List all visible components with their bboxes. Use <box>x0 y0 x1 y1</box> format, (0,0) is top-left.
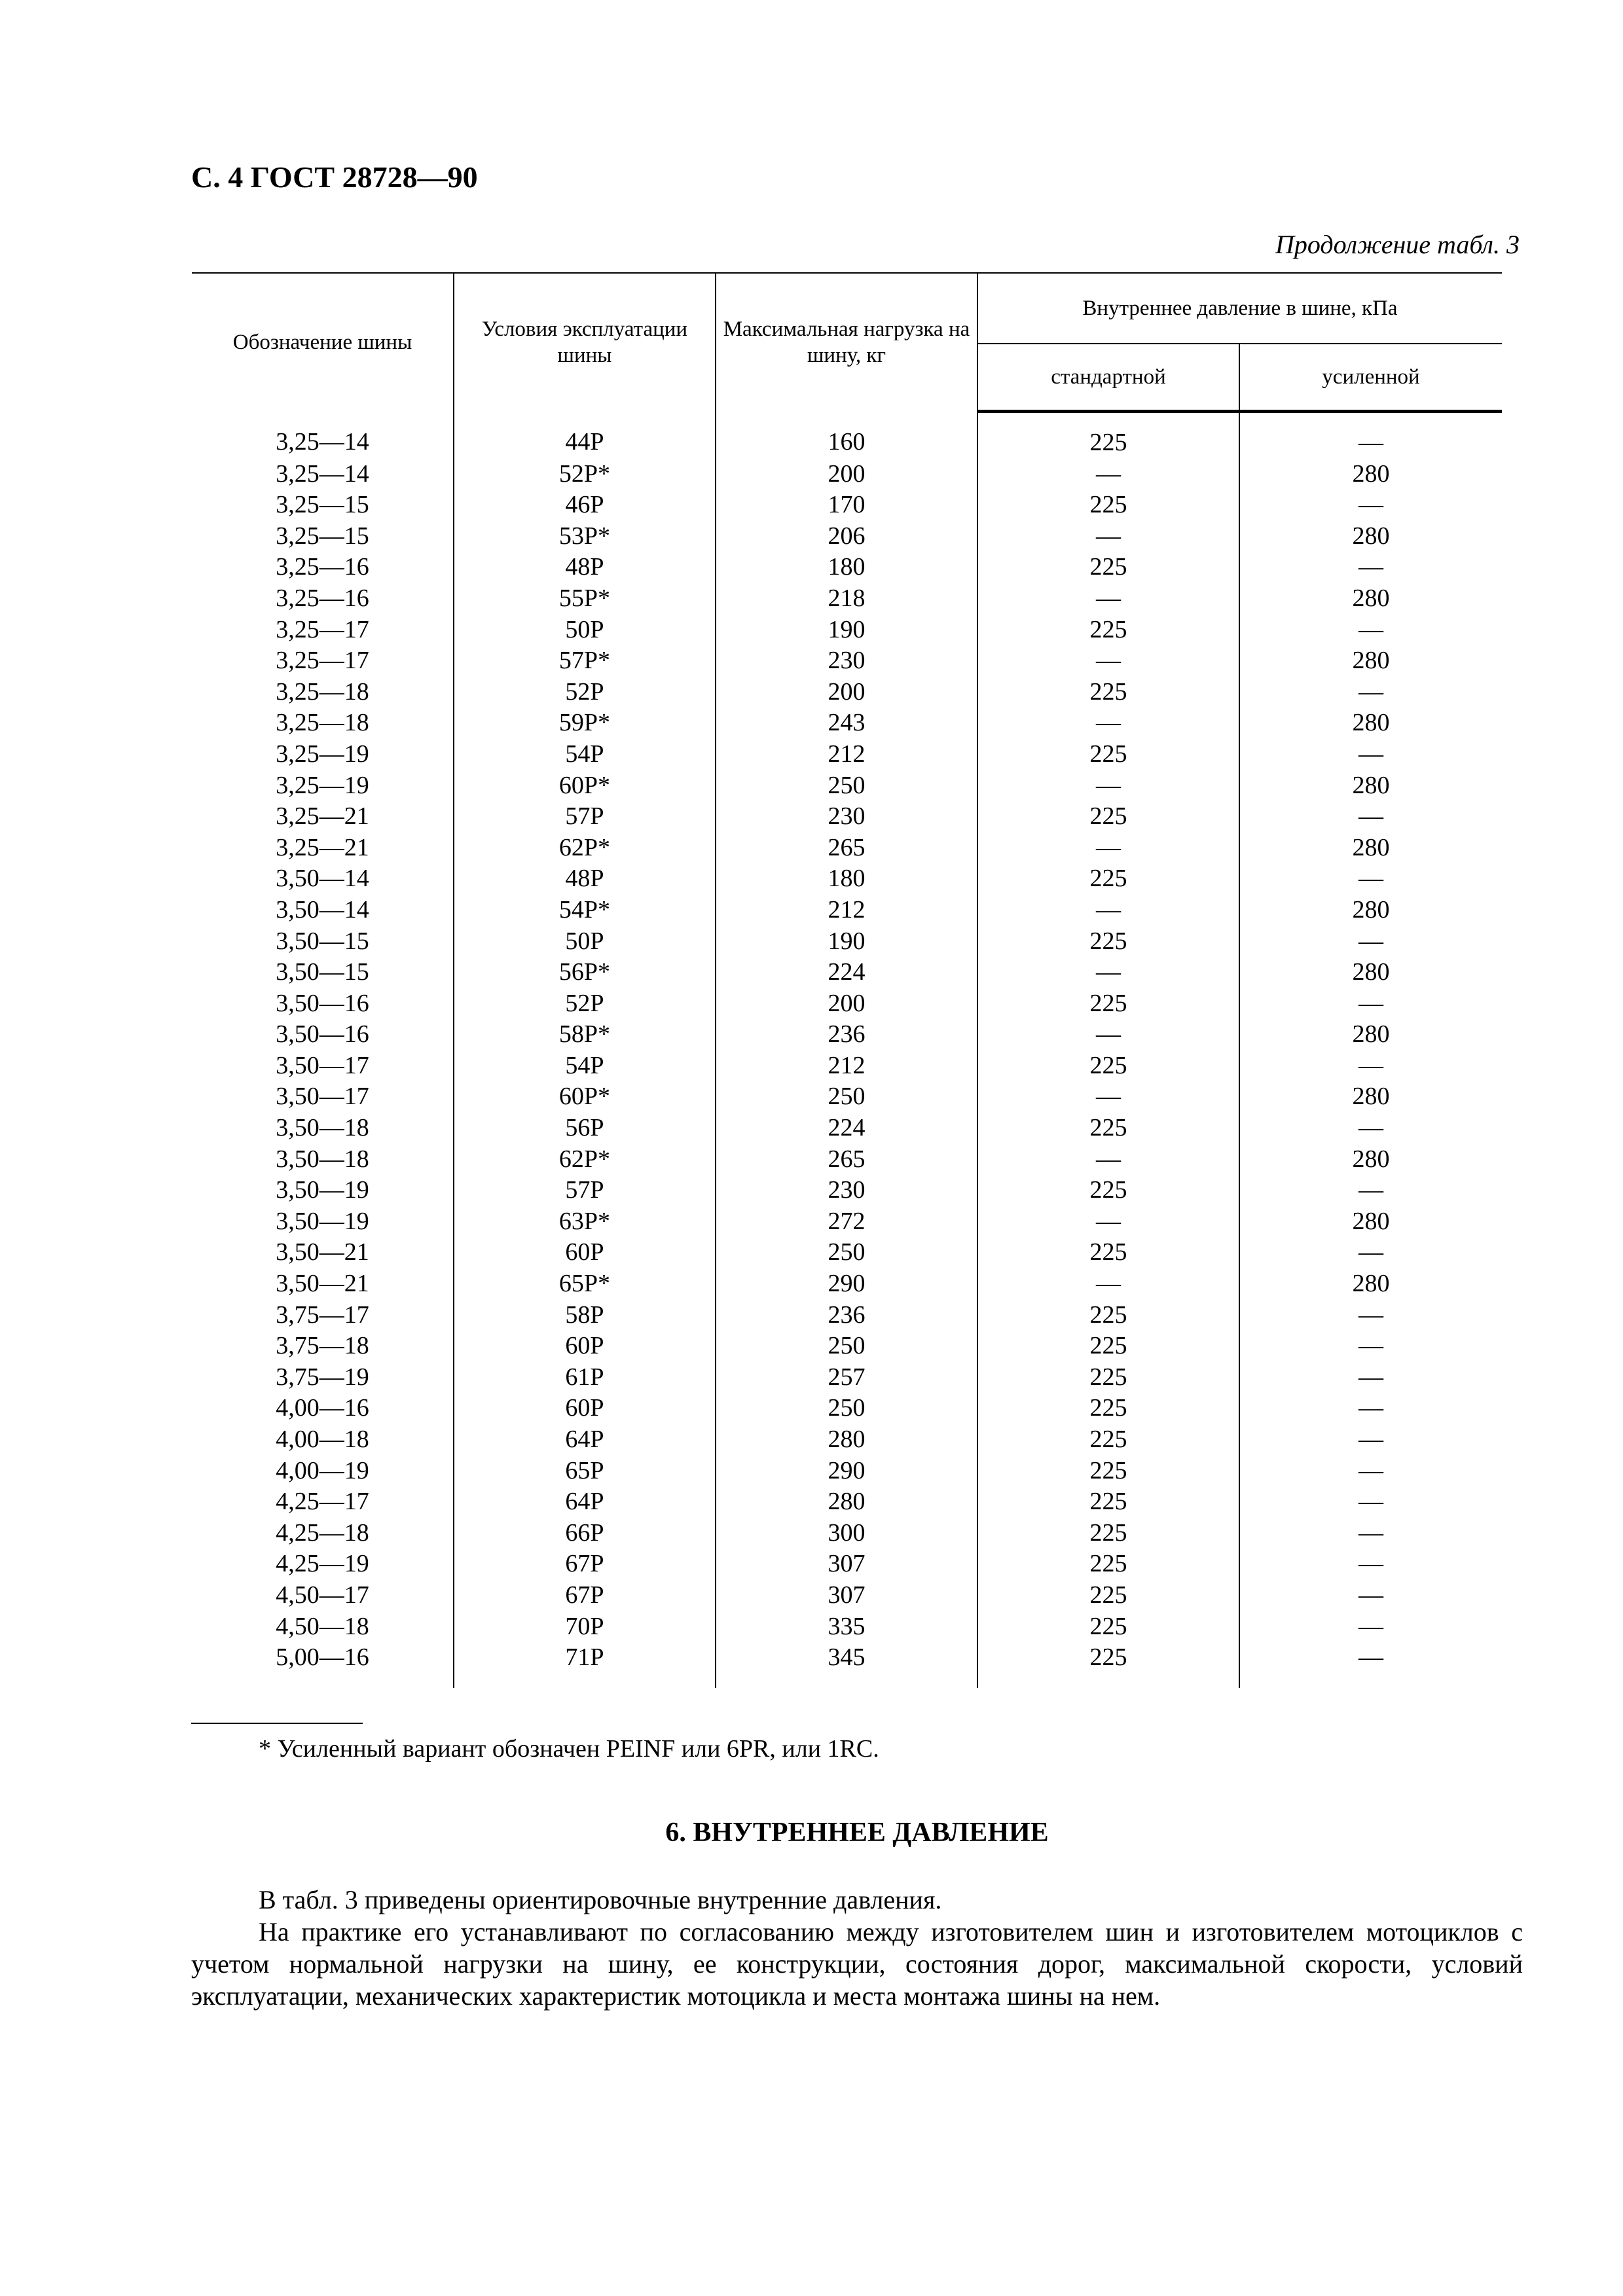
table-row <box>192 412 1502 459</box>
cell-standard: 225 <box>977 1424 1239 1456</box>
cell-designation: 3,50—15 <box>192 957 454 988</box>
cell-designation: 3,25—16 <box>192 583 454 615</box>
cell-max-load: 218 <box>716 583 977 615</box>
cell-reinforced: — <box>1239 1518 1502 1549</box>
cell-designation: 3,25—21 <box>192 833 454 864</box>
cell-conditions: 61Р <box>454 1362 716 1393</box>
table-row <box>192 1393 1502 1424</box>
cell-conditions: 60Р* <box>454 770 716 802</box>
cell-designation: 4,25—18 <box>192 1518 454 1549</box>
cell-designation: 3,50—18 <box>192 1144 454 1175</box>
cell-conditions: 65Р* <box>454 1268 716 1300</box>
table-row <box>192 490 1502 521</box>
cell-max-load: 265 <box>716 833 977 864</box>
cell-conditions: 54Р <box>454 1050 716 1082</box>
cell-designation: 3,50—16 <box>192 988 454 1020</box>
paragraph-2: На практике его устанавливают по согласованию между изготовителем шин и изготовителем мотоциклов с учетом нормальной нагрузки на шину, ее конструкции, состояния дорог, максимальной скорости, условий эксплуатации, механических характеристик мотоцикла и места монтажа шины на нем. <box>191 1917 1523 2011</box>
footnote-rule <box>191 1723 363 1724</box>
table-row <box>192 521 1502 552</box>
cell-reinforced: — <box>1239 739 1502 770</box>
cell-standard: 225 <box>977 863 1239 895</box>
cell-conditions: 55Р* <box>454 583 716 615</box>
cell-conditions: 64Р <box>454 1486 716 1518</box>
cell-standard: 225 <box>977 1642 1239 1688</box>
table-row <box>192 895 1502 926</box>
cell-designation: 3,25—21 <box>192 801 454 833</box>
cell-max-load: 224 <box>716 1113 977 1144</box>
cell-max-load: 190 <box>716 615 977 646</box>
table-row <box>192 833 1502 864</box>
page-title: С. 4 ГОСТ 28728—90 <box>191 160 478 194</box>
cell-conditions: 48Р <box>454 863 716 895</box>
cell-designation: 3,50—14 <box>192 863 454 895</box>
cell-max-load: 230 <box>716 1175 977 1206</box>
cell-conditions: 70Р <box>454 1611 716 1643</box>
cell-conditions: 57Р* <box>454 645 716 677</box>
cell-designation: 3,50—18 <box>192 1113 454 1144</box>
table-row <box>192 1113 1502 1144</box>
table-row <box>192 801 1502 833</box>
cell-standard: — <box>977 521 1239 552</box>
cell-standard: — <box>977 833 1239 864</box>
cell-reinforced: 280 <box>1239 1019 1502 1050</box>
cell-standard: 225 <box>977 1113 1239 1144</box>
cell-standard: 225 <box>977 801 1239 833</box>
cell-reinforced: — <box>1239 615 1502 646</box>
cell-standard: 225 <box>977 739 1239 770</box>
table-row <box>192 645 1502 677</box>
cell-reinforced: — <box>1239 1549 1502 1580</box>
cell-conditions: 62Р* <box>454 833 716 864</box>
cell-reinforced: 280 <box>1239 1144 1502 1175</box>
table-row <box>192 1081 1502 1113</box>
cell-reinforced: 280 <box>1239 1081 1502 1113</box>
cell-reinforced: — <box>1239 1456 1502 1487</box>
cell-conditions: 58Р <box>454 1300 716 1331</box>
cell-standard: — <box>977 895 1239 926</box>
cell-standard: — <box>977 708 1239 739</box>
cell-reinforced: — <box>1239 1331 1502 1362</box>
cell-max-load: 250 <box>716 1331 977 1362</box>
cell-max-load: 230 <box>716 645 977 677</box>
header-pressure-group: Внутреннее давление в шине, кПа <box>977 273 1502 344</box>
cell-designation: 3,25—18 <box>192 677 454 708</box>
cell-reinforced: — <box>1239 988 1502 1020</box>
cell-designation: 4,00—18 <box>192 1424 454 1456</box>
cell-designation: 3,50—19 <box>192 1175 454 1206</box>
table-row <box>192 552 1502 583</box>
cell-max-load: 280 <box>716 1424 977 1456</box>
cell-designation: 3,25—15 <box>192 490 454 521</box>
cell-standard: — <box>977 770 1239 802</box>
cell-reinforced: — <box>1239 552 1502 583</box>
table-row <box>192 1237 1502 1268</box>
cell-designation: 4,00—16 <box>192 1393 454 1424</box>
cell-conditions: 64Р <box>454 1424 716 1456</box>
cell-max-load: 160 <box>716 412 977 459</box>
cell-reinforced: — <box>1239 1580 1502 1611</box>
header-standard: стандартной <box>977 344 1239 412</box>
tire-table <box>192 272 1502 1688</box>
cell-conditions: 52Р <box>454 677 716 708</box>
cell-max-load: 290 <box>716 1456 977 1487</box>
table-row <box>192 1642 1502 1688</box>
paragraph-1: В табл. 3 приведены ориентировочные внутренние давления. <box>259 1885 942 1914</box>
cell-standard: 225 <box>977 490 1239 521</box>
cell-reinforced: 280 <box>1239 459 1502 490</box>
cell-standard: 225 <box>977 1362 1239 1393</box>
table-row <box>192 1456 1502 1487</box>
cell-standard: 225 <box>977 677 1239 708</box>
cell-standard: 225 <box>977 1486 1239 1518</box>
cell-designation: 3,75—17 <box>192 1300 454 1331</box>
cell-standard: 225 <box>977 552 1239 583</box>
table-row <box>192 1300 1502 1331</box>
cell-max-load: 236 <box>716 1300 977 1331</box>
cell-reinforced: — <box>1239 926 1502 958</box>
cell-reinforced: 280 <box>1239 833 1502 864</box>
cell-conditions: 46Р <box>454 490 716 521</box>
cell-reinforced: — <box>1239 412 1502 459</box>
cell-reinforced: 280 <box>1239 583 1502 615</box>
cell-max-load: 290 <box>716 1268 977 1300</box>
cell-max-load: 212 <box>716 895 977 926</box>
cell-conditions: 44Р <box>454 412 716 459</box>
cell-max-load: 250 <box>716 1081 977 1113</box>
cell-reinforced: — <box>1239 1362 1502 1393</box>
cell-designation: 4,25—17 <box>192 1486 454 1518</box>
table-row <box>192 583 1502 615</box>
table-row <box>192 926 1502 958</box>
cell-reinforced: 280 <box>1239 708 1502 739</box>
cell-reinforced: — <box>1239 1642 1502 1688</box>
cell-max-load: 335 <box>716 1611 977 1643</box>
cell-reinforced: — <box>1239 1113 1502 1144</box>
cell-reinforced: — <box>1239 1393 1502 1424</box>
cell-designation: 3,25—14 <box>192 459 454 490</box>
cell-max-load: 280 <box>716 1486 977 1518</box>
cell-reinforced: 280 <box>1239 895 1502 926</box>
cell-designation: 3,50—16 <box>192 1019 454 1050</box>
table-row <box>192 863 1502 895</box>
cell-max-load: 190 <box>716 926 977 958</box>
cell-standard: — <box>977 1144 1239 1175</box>
cell-conditions: 60Р <box>454 1237 716 1268</box>
cell-reinforced: — <box>1239 1050 1502 1082</box>
cell-max-load: 206 <box>716 521 977 552</box>
cell-max-load: 250 <box>716 770 977 802</box>
header-designation: Обозначение шины <box>192 273 454 412</box>
cell-max-load: 300 <box>716 1518 977 1549</box>
table-row <box>192 1331 1502 1362</box>
cell-conditions: 60Р <box>454 1393 716 1424</box>
table-row <box>192 1518 1502 1549</box>
cell-max-load: 230 <box>716 801 977 833</box>
cell-conditions: 59Р* <box>454 708 716 739</box>
cell-standard: 225 <box>977 988 1239 1020</box>
table-row <box>192 1486 1502 1518</box>
cell-max-load: 272 <box>716 1206 977 1238</box>
cell-designation: 3,75—19 <box>192 1362 454 1393</box>
cell-standard: — <box>977 1081 1239 1113</box>
cell-standard: 225 <box>977 1300 1239 1331</box>
cell-designation: 3,75—18 <box>192 1331 454 1362</box>
cell-max-load: 200 <box>716 677 977 708</box>
cell-designation: 3,50—17 <box>192 1081 454 1113</box>
cell-designation: 3,25—14 <box>192 412 454 459</box>
cell-max-load: 257 <box>716 1362 977 1393</box>
cell-max-load: 212 <box>716 1050 977 1082</box>
cell-max-load: 243 <box>716 708 977 739</box>
cell-reinforced: — <box>1239 1237 1502 1268</box>
table-row <box>192 1144 1502 1175</box>
cell-conditions: 67Р <box>454 1549 716 1580</box>
cell-designation: 4,00—19 <box>192 1456 454 1487</box>
cell-conditions: 54Р* <box>454 895 716 926</box>
cell-conditions: 56Р <box>454 1113 716 1144</box>
cell-standard: 225 <box>977 1456 1239 1487</box>
cell-conditions: 57Р <box>454 801 716 833</box>
table-row <box>192 708 1502 739</box>
cell-reinforced: 280 <box>1239 770 1502 802</box>
cell-max-load: 180 <box>716 863 977 895</box>
cell-designation: 3,25—17 <box>192 645 454 677</box>
cell-conditions: 52Р* <box>454 459 716 490</box>
cell-conditions: 50Р <box>454 615 716 646</box>
cell-reinforced: — <box>1239 1424 1502 1456</box>
header-max-load: Максимальная нагрузка на шину, кг <box>716 273 977 412</box>
cell-conditions: 50Р <box>454 926 716 958</box>
table-row <box>192 1362 1502 1393</box>
header-reinforced: усиленной <box>1239 344 1502 412</box>
cell-designation: 3,25—15 <box>192 521 454 552</box>
cell-reinforced: 280 <box>1239 1206 1502 1238</box>
cell-reinforced: — <box>1239 863 1502 895</box>
cell-designation: 3,50—21 <box>192 1268 454 1300</box>
cell-standard: 225 <box>977 926 1239 958</box>
table-row <box>192 739 1502 770</box>
cell-standard: 225 <box>977 1549 1239 1580</box>
table-row <box>192 957 1502 988</box>
cell-standard: 225 <box>977 1237 1239 1268</box>
cell-conditions: 60Р <box>454 1331 716 1362</box>
cell-conditions: 60Р* <box>454 1081 716 1113</box>
cell-reinforced: 280 <box>1239 521 1502 552</box>
table-row <box>192 1549 1502 1580</box>
cell-designation: 3,25—19 <box>192 739 454 770</box>
cell-conditions: 56Р* <box>454 957 716 988</box>
cell-standard: — <box>977 1268 1239 1300</box>
cell-conditions: 62Р* <box>454 1144 716 1175</box>
table-row <box>192 1424 1502 1456</box>
table-row <box>192 1175 1502 1206</box>
cell-standard: — <box>977 459 1239 490</box>
table-row <box>192 1580 1502 1611</box>
cell-standard: — <box>977 957 1239 988</box>
table-row <box>192 1206 1502 1238</box>
cell-conditions: 53Р* <box>454 521 716 552</box>
cell-conditions: 65Р <box>454 1456 716 1487</box>
cell-max-load: 200 <box>716 988 977 1020</box>
cell-max-load: 307 <box>716 1549 977 1580</box>
table-row <box>192 459 1502 490</box>
cell-conditions: 57Р <box>454 1175 716 1206</box>
cell-designation: 3,50—21 <box>192 1237 454 1268</box>
table-row <box>192 988 1502 1020</box>
cell-max-load: 265 <box>716 1144 977 1175</box>
table-row <box>192 1019 1502 1050</box>
cell-designation: 3,25—18 <box>192 708 454 739</box>
cell-conditions: 63Р* <box>454 1206 716 1238</box>
table-body <box>192 412 1502 1688</box>
cell-max-load: 307 <box>716 1580 977 1611</box>
cell-reinforced: — <box>1239 677 1502 708</box>
cell-standard: — <box>977 583 1239 615</box>
cell-standard: 225 <box>977 1393 1239 1424</box>
cell-standard: — <box>977 1019 1239 1050</box>
cell-standard: — <box>977 1206 1239 1238</box>
cell-designation: 3,50—15 <box>192 926 454 958</box>
cell-standard: 225 <box>977 1050 1239 1082</box>
cell-conditions: 54Р <box>454 739 716 770</box>
cell-max-load: 345 <box>716 1642 977 1688</box>
cell-reinforced: — <box>1239 1175 1502 1206</box>
section-title: 6. ВНУТРЕННЕЕ ДАВЛЕНИЕ <box>665 1818 1049 1848</box>
table-row <box>192 677 1502 708</box>
section-body <box>191 1884 1523 2012</box>
cell-designation: 3,50—19 <box>192 1206 454 1238</box>
cell-standard: 225 <box>977 1331 1239 1362</box>
header-conditions: Условия эксплуатации шины <box>454 273 716 412</box>
cell-conditions: 71Р <box>454 1642 716 1688</box>
cell-conditions: 52Р <box>454 988 716 1020</box>
table-caption: Продолжение табл. 3 <box>1275 230 1520 259</box>
cell-standard: 225 <box>977 1611 1239 1643</box>
cell-max-load: 224 <box>716 957 977 988</box>
cell-designation: 3,25—19 <box>192 770 454 802</box>
cell-max-load: 212 <box>716 739 977 770</box>
cell-designation: 4,25—19 <box>192 1549 454 1580</box>
cell-designation: 3,50—14 <box>192 895 454 926</box>
cell-max-load: 180 <box>716 552 977 583</box>
cell-designation: 3,25—16 <box>192 552 454 583</box>
cell-designation: 4,50—17 <box>192 1580 454 1611</box>
cell-conditions: 58Р* <box>454 1019 716 1050</box>
cell-designation: 3,25—17 <box>192 615 454 646</box>
cell-conditions: 66Р <box>454 1518 716 1549</box>
cell-reinforced: — <box>1239 1486 1502 1518</box>
cell-designation: 4,50—18 <box>192 1611 454 1643</box>
cell-max-load: 200 <box>716 459 977 490</box>
cell-standard: 225 <box>977 1518 1239 1549</box>
cell-standard: 225 <box>977 615 1239 646</box>
cell-max-load: 250 <box>716 1237 977 1268</box>
cell-standard: 225 <box>977 412 1239 459</box>
table-row <box>192 1268 1502 1300</box>
table-row <box>192 1611 1502 1643</box>
cell-designation: 5,00—16 <box>192 1642 454 1688</box>
table-row <box>192 770 1502 802</box>
cell-reinforced: 280 <box>1239 645 1502 677</box>
table-row <box>192 1050 1502 1082</box>
table-row <box>192 615 1502 646</box>
cell-max-load: 250 <box>716 1393 977 1424</box>
cell-reinforced: — <box>1239 801 1502 833</box>
cell-reinforced: — <box>1239 1300 1502 1331</box>
cell-reinforced: — <box>1239 490 1502 521</box>
cell-standard: — <box>977 645 1239 677</box>
cell-designation: 3,50—17 <box>192 1050 454 1082</box>
cell-reinforced: — <box>1239 1611 1502 1643</box>
cell-conditions: 67Р <box>454 1580 716 1611</box>
cell-reinforced: 280 <box>1239 1268 1502 1300</box>
footnote: * Усиленный вариант обозначен PEINF или 6PR, или 1RC. <box>259 1735 879 1763</box>
cell-max-load: 170 <box>716 490 977 521</box>
cell-max-load: 236 <box>716 1019 977 1050</box>
cell-standard: 225 <box>977 1175 1239 1206</box>
cell-reinforced: 280 <box>1239 957 1502 988</box>
cell-conditions: 48Р <box>454 552 716 583</box>
cell-standard: 225 <box>977 1580 1239 1611</box>
